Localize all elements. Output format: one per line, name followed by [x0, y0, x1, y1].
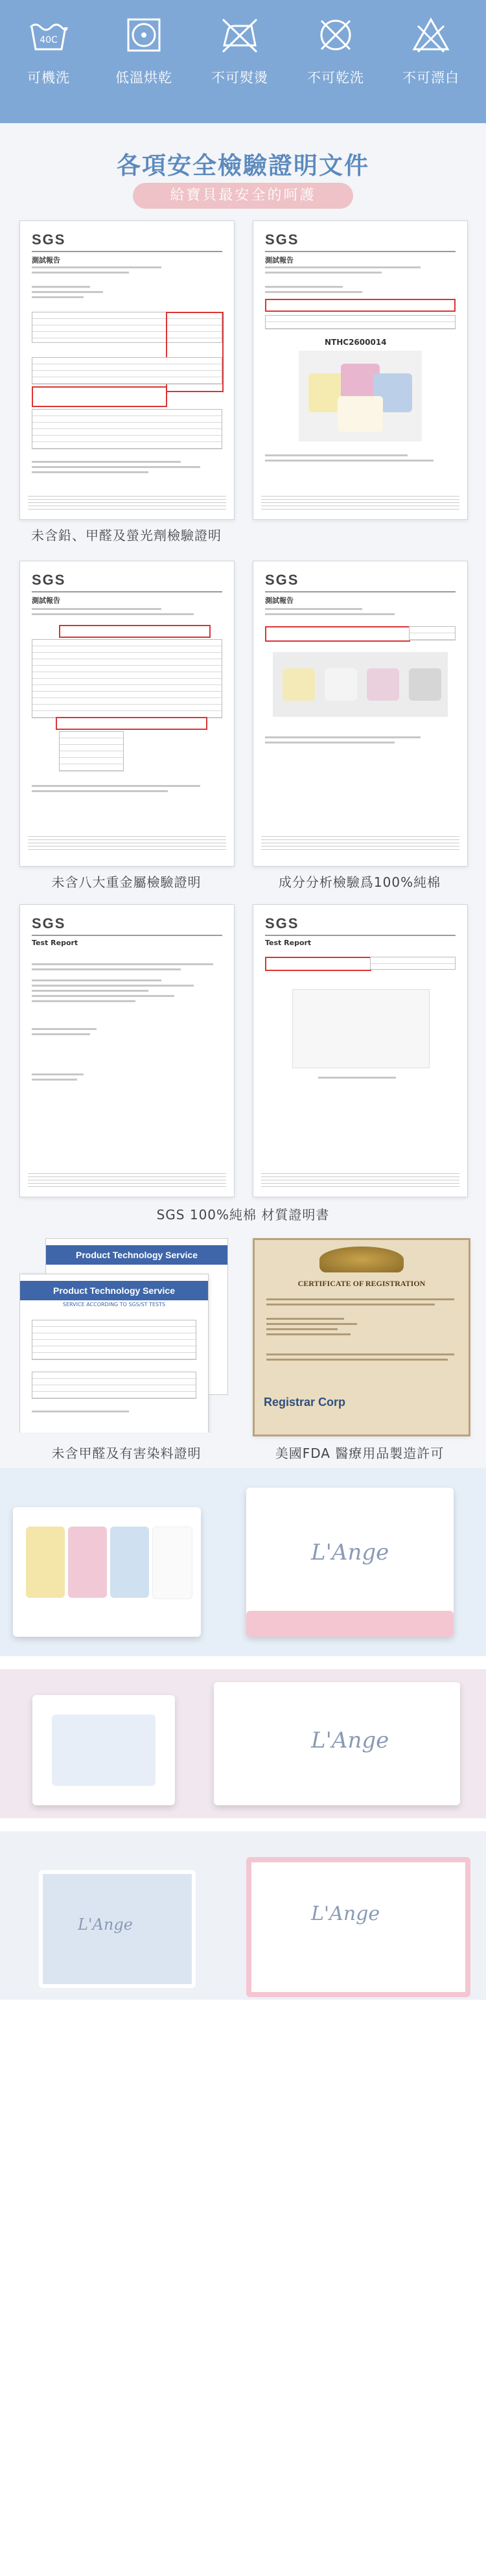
report-heading: 測試報告 [265, 596, 294, 605]
sample-fabric-photo [292, 989, 430, 1068]
care-label-bleach: 不可漂白 [402, 70, 459, 86]
product-photo-3 [0, 1831, 486, 2000]
section-title: 各項安全檢驗證明文件 [117, 152, 369, 180]
product-photo-1 [0, 1468, 486, 1656]
care-item-dry [105, 14, 183, 87]
sgs-logo: SGS [265, 231, 299, 248]
wash-40c-icon [28, 14, 69, 56]
care-item-dryclean [297, 14, 375, 87]
no-iron-icon [219, 14, 260, 56]
cert-caption-2: 未含八大重金屬檢驗證明 [51, 874, 202, 890]
sgs-logo: SGS [265, 572, 299, 588]
cert-document-lead-formaldehyde [19, 220, 235, 520]
cert-caption-5: 未含甲醛及有害染料證明 [51, 1446, 202, 1461]
product-photos [0, 1468, 486, 2576]
no-dry-clean-icon [315, 14, 356, 56]
cert-document-dyes [19, 1238, 233, 1433]
care-item-iron [201, 14, 279, 87]
certificates-section [0, 123, 486, 1468]
cert-document-heavy-metals [19, 561, 235, 867]
cert-caption-1: 未含鉛、甲醛及螢光劑檢驗證明 [31, 528, 222, 543]
care-instructions-band [0, 0, 486, 123]
care-label-wash: 可機洗 [27, 70, 70, 86]
report-heading: Test Report [32, 939, 78, 947]
pts-sub: SERVICE ACCORDING TO SGS/ST TESTS [62, 1302, 166, 1307]
fda-cert-title: CERTIFICATE OF REGISTRATION [297, 1279, 426, 1288]
brand-logo-2: L'Ange [311, 1727, 389, 1753]
eagle-seal-icon [319, 1247, 404, 1272]
cert-caption-4: SGS 100%純棉 材質證明書 [156, 1207, 330, 1223]
report-heading: 測試報告 [32, 256, 60, 264]
care-item-wash [10, 14, 87, 87]
pts-header-2: Product Technology Service [20, 1281, 208, 1300]
care-label-dry: 低溫烘乾 [115, 70, 172, 86]
cert-caption-6: 美國FDA 醫療用品製造許可 [275, 1446, 445, 1461]
report-heading: Test Report [265, 939, 312, 947]
care-label-iron: 不可熨燙 [211, 70, 268, 86]
sgs-logo: SGS [265, 915, 299, 931]
cert-document-fda [253, 1238, 470, 1436]
cert-caption-3: 成分分析檢驗爲100%純棉 [278, 874, 441, 890]
sample-photo [299, 351, 422, 441]
product-photo-2 [0, 1669, 486, 1818]
report-heading: 測試報告 [265, 256, 294, 264]
sgs-logo: SGS [32, 572, 66, 588]
wash-temp: 40C [40, 35, 58, 45]
cert-document-fluorescent [253, 220, 468, 520]
care-label-dryclean: 不可乾洗 [307, 70, 364, 86]
pts-header: Product Technology Service [46, 1245, 227, 1265]
stamp-code: NTHC2600014 [325, 338, 387, 347]
cert-document-cotton-analysis [253, 561, 468, 867]
registrar-logo: Registrar Corp [264, 1396, 346, 1409]
section-subtitle: 給寶貝最安全的呵護 [133, 183, 353, 209]
sgs-logo: SGS [32, 231, 66, 248]
brand-logo-3: L'Ange [78, 1915, 133, 1934]
cert-document-cotton-material-1 [19, 904, 235, 1197]
sample-swatches [273, 652, 448, 717]
tumble-dry-low-icon [123, 14, 165, 56]
care-item-bleach [392, 14, 470, 87]
brand-logo-4: L'Ange [311, 1903, 380, 1925]
brand-logo: L'Ange [311, 1540, 389, 1565]
sgs-logo: SGS [32, 915, 66, 931]
no-bleach-icon [410, 14, 452, 56]
cert-document-cotton-material-2 [253, 904, 468, 1197]
report-heading: 測試報告 [32, 596, 60, 605]
